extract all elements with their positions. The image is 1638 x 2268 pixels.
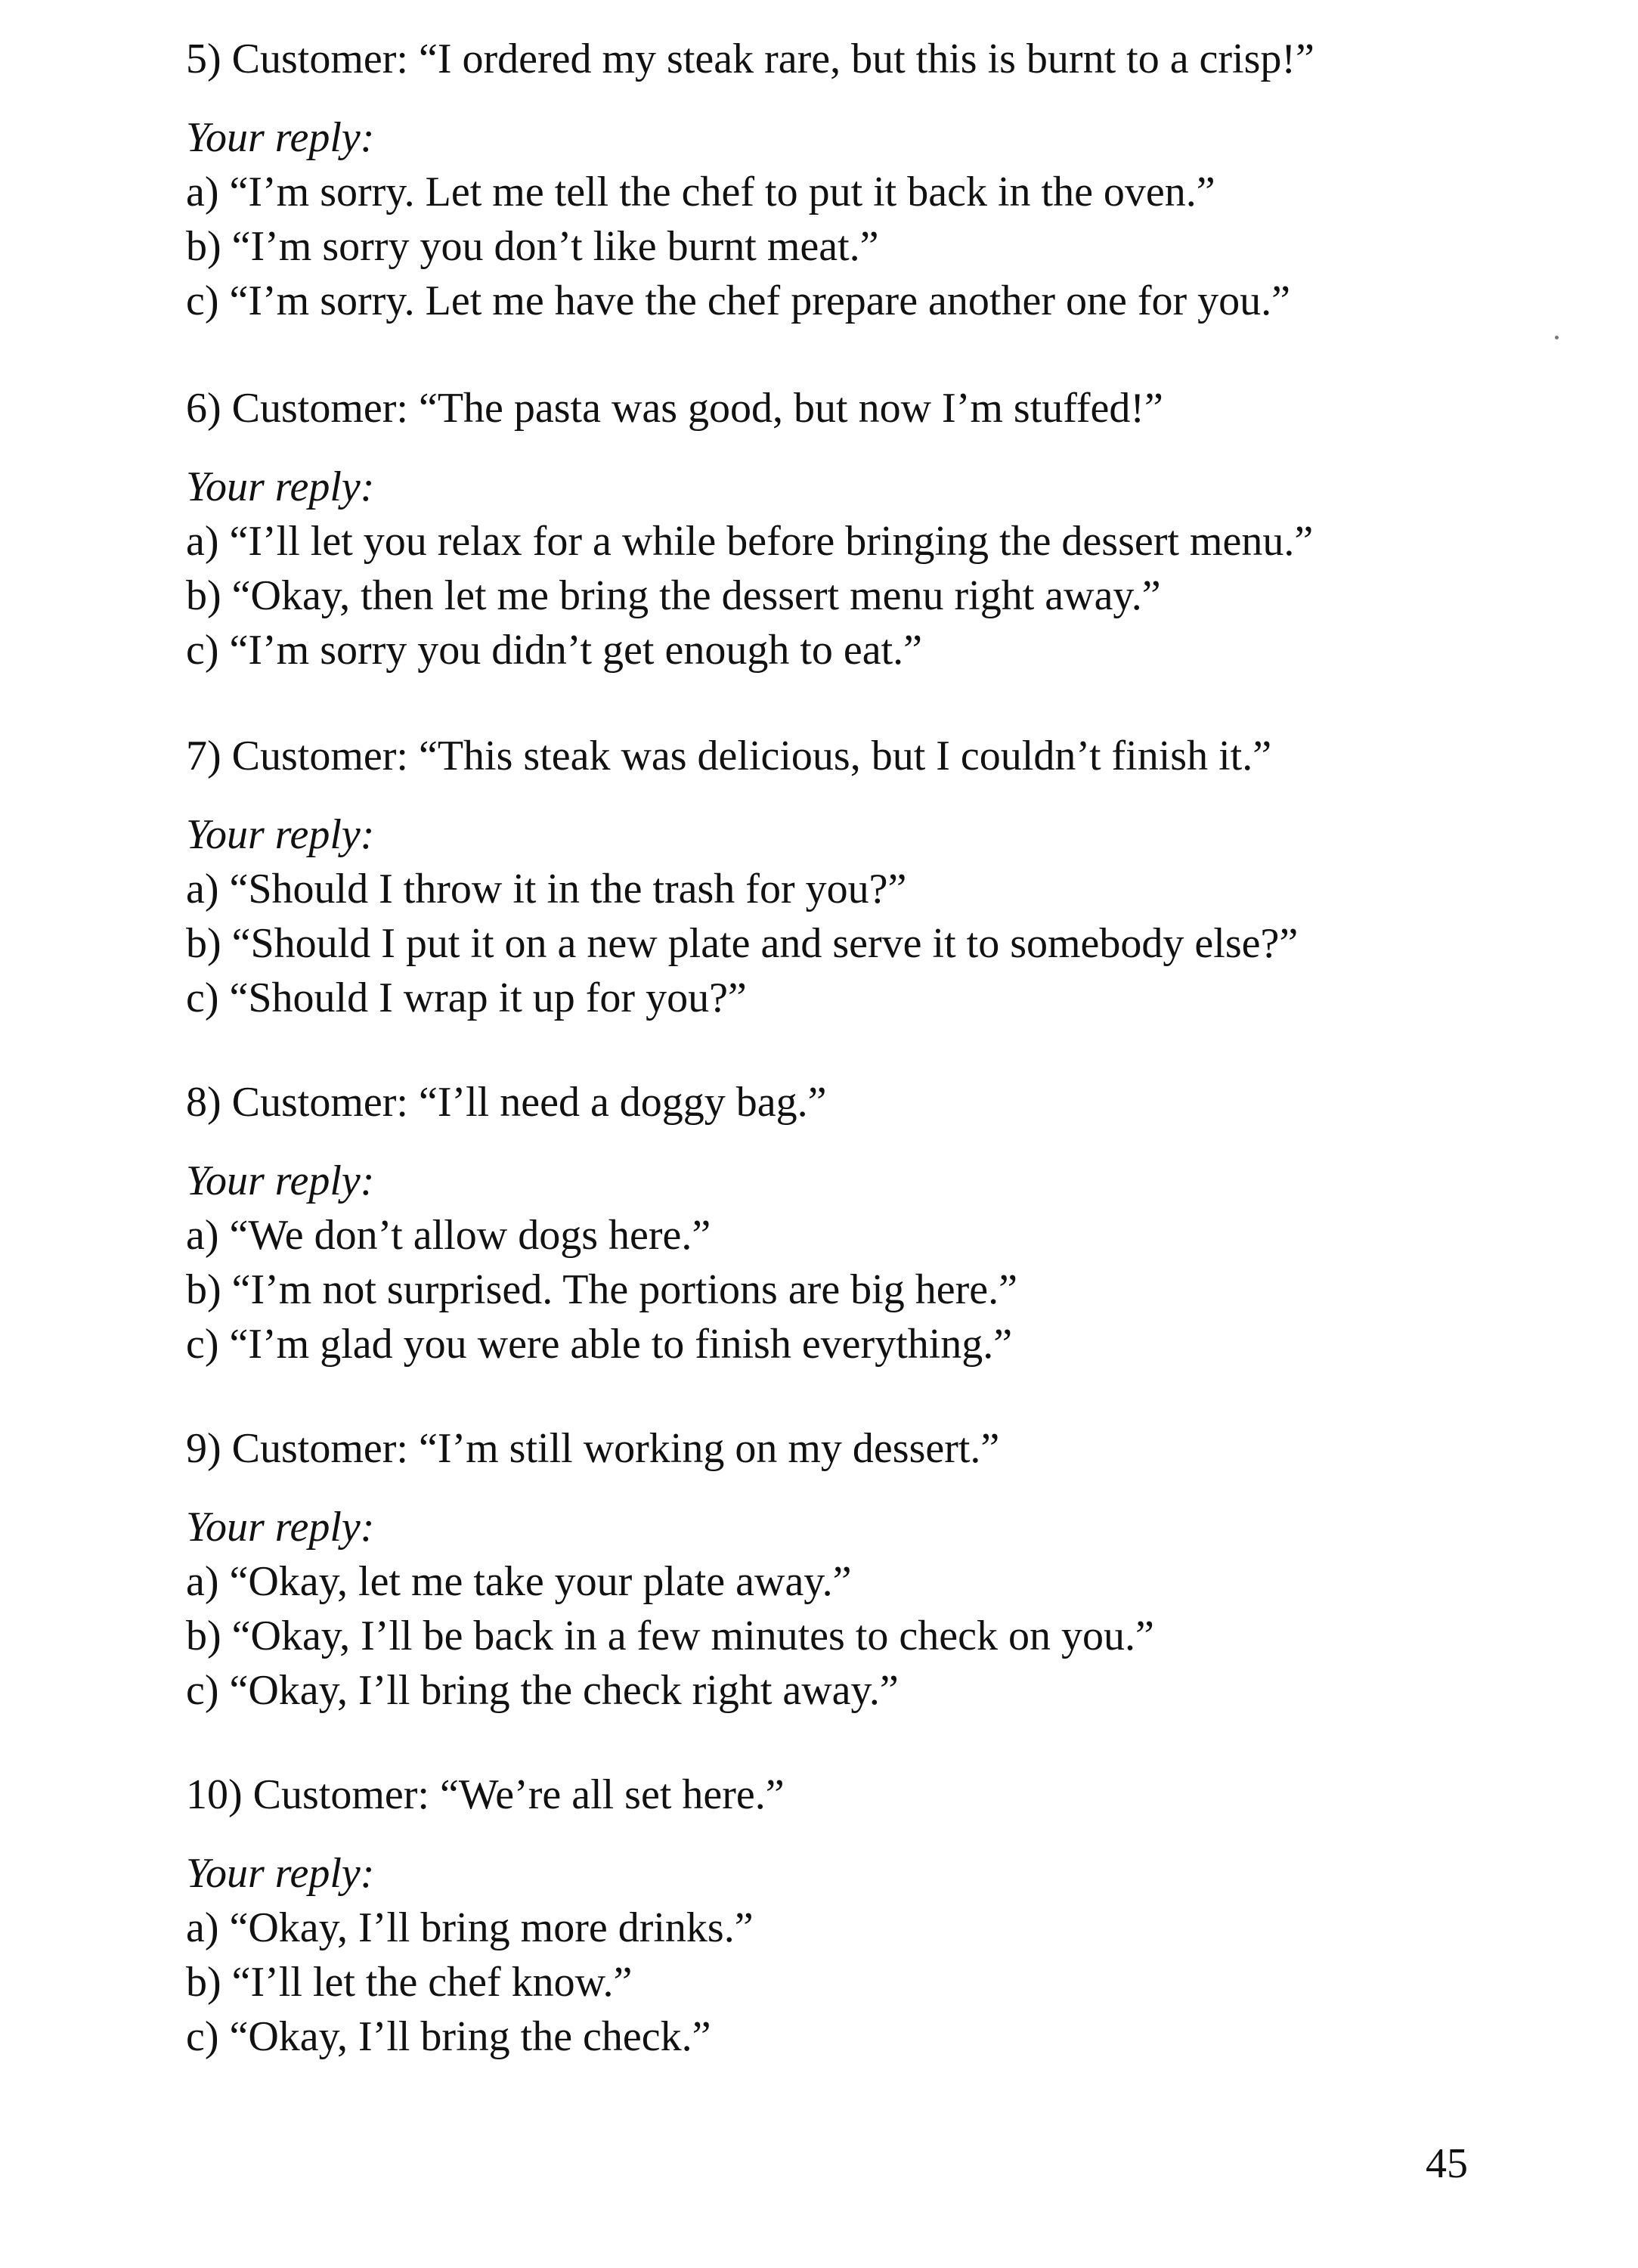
document-page — [186, 0, 1547, 2268]
question-prompt: 10) Customer: “We’re all set here.” — [186, 1771, 785, 1818]
answer-option-c: c) “Should I wrap it up for you?” — [186, 974, 747, 1021]
answer-option-c: c) “I’m glad you were able to finish everything.” — [186, 1321, 1013, 1368]
answer-option-b: b) “Should I put it on a new plate and serve it to somebody else?” — [186, 920, 1299, 967]
answer-option-c: c) “I’m sorry you didn’t get enough to eat.” — [186, 627, 923, 674]
question-9 — [186, 1421, 1547, 1718]
question-prompt: 7) Customer: “This steak was delicious, but I couldn’t finish it.” — [186, 733, 1272, 779]
answer-option-b: b) “I’ll let the chef know.” — [186, 1959, 633, 2006]
answer-option-b: b) “Okay, I’ll be back in a few minutes to check on you.” — [186, 1613, 1154, 1659]
question-10 — [186, 1768, 1547, 2064]
answer-option-a: a) “Should I throw it in the trash for you?” — [186, 866, 907, 912]
page-number: 45 — [1426, 2140, 1468, 2187]
question-prompt: 5) Customer: “I ordered my steak rare, but this is burnt to a crisp!” — [186, 36, 1314, 82]
reply-label: Your reply: — [186, 463, 375, 510]
question-prompt: 8) Customer: “I’ll need a doggy bag.” — [186, 1079, 827, 1126]
answer-option-c: c) “Okay, I’ll bring the check.” — [186, 2013, 711, 2060]
reply-label: Your reply: — [186, 811, 375, 858]
scan-speck — [1555, 336, 1559, 339]
question-prompt: 6) Customer: “The pasta was good, but now I’m stuffed!” — [186, 385, 1163, 432]
question-7 — [186, 729, 1547, 1025]
answer-option-c: c) “Okay, I’ll bring the check right away.” — [186, 1667, 899, 1714]
answer-option-a: a) “We don’t allow dogs here.” — [186, 1212, 711, 1259]
reply-label: Your reply: — [186, 1850, 375, 1897]
answer-option-a: a) “I’ll let you relax for a while before bringing the dessert menu.” — [186, 518, 1314, 565]
answer-option-c: c) “I’m sorry. Let me have the chef prepare another one for you.” — [186, 277, 1290, 324]
question-5 — [186, 32, 1547, 328]
question-6 — [186, 381, 1547, 677]
answer-option-b: b) “I’m not surprised. The portions are big here.” — [186, 1266, 1017, 1313]
reply-label: Your reply: — [186, 1504, 375, 1551]
answer-option-a: a) “Okay, let me take your plate away.” — [186, 1558, 852, 1605]
answer-option-a: a) “Okay, I’ll bring more drinks.” — [186, 1904, 754, 1951]
question-prompt: 9) Customer: “I’m still working on my dessert.” — [186, 1425, 1000, 1472]
answer-option-b: b) “I’m sorry you don’t like burnt meat.” — [186, 223, 879, 270]
reply-label: Your reply: — [186, 1157, 375, 1204]
question-8 — [186, 1075, 1547, 1371]
answer-option-b: b) “Okay, then let me bring the dessert menu right away.” — [186, 572, 1161, 619]
reply-label: Your reply: — [186, 114, 375, 161]
answer-option-a: a) “I’m sorry. Let me tell the chef to put it back in the oven.” — [186, 169, 1215, 215]
